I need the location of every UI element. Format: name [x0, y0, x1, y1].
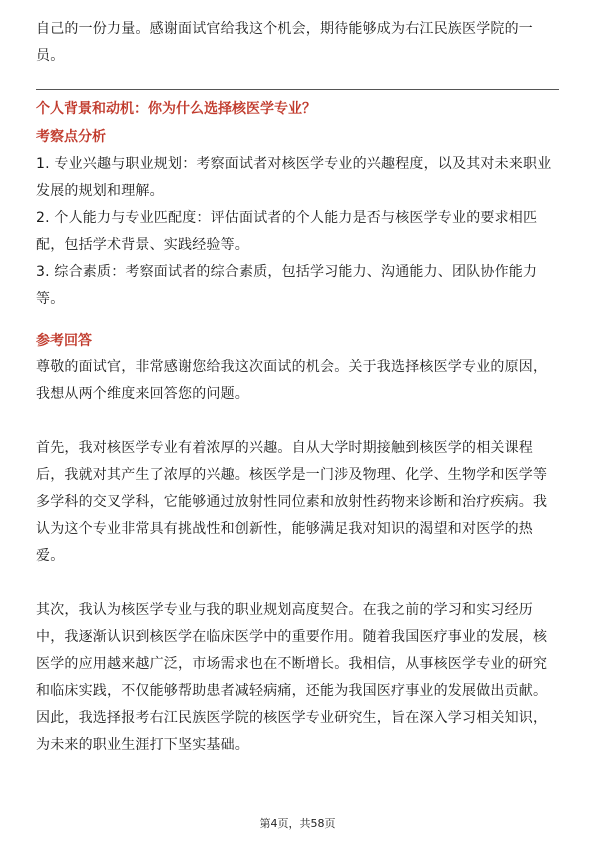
analysis-points [36, 151, 559, 313]
analysis-point: 2. 个人能力与专业匹配度：评估面试者的个人能力是否与核医学专业的要求相匹配，包括学术背景、实践经验等。 [36, 210, 538, 253]
intro-paragraph: 自己的一份力量。感谢面试官给我这个机会，期待能够成为右江民族医学院的一员。 [36, 21, 533, 64]
reference-title: 参考回答 [36, 333, 92, 349]
analysis-point: 1. 专业兴趣与职业规划：考察面试者对核医学专业的兴趣程度，以及其对未来职业发展的规划和理解。 [36, 156, 552, 199]
section-divider [36, 89, 559, 90]
answer-paragraph: 首先，我对核医学专业有着浓厚的兴趣。自从大学时期接触到核医学的相关课程后，我就对其产生了浓厚的兴趣。核医学是一门涉及物理、化学、生物学和医学等多学科的交叉学科，它能够通过放射性同位素和放射性药物来诊断和治疗疾病。我认为这个专业非常具有挑战性和创新性，能够满足我对知识的渴望和对医学的热爱。 [36, 440, 548, 564]
page-number: 第4页，共58页 [259, 817, 336, 830]
answer-paragraph: 其次，我认为核医学专业与我的职业规划高度契合。在我之前的学习和实习经历中，我逐渐认识到核医学在临床医学中的重要作用。随着我国医疗事业的发展，核医学的应用越来越广泛，市场需求也在不断增长。我相信，从事核医学专业的研究和临床实践，不仅能够帮助患者减轻病痛，还能为我国医疗事业的发展做出贡献。因此，我选择报考右江民族医学院的核医学专业研究生，旨在深入学习相关知识，为未来的职业生涯打下坚实基础。 [36, 602, 548, 753]
analysis-point: 3. 综合素质：考察面试者的综合素质，包括学习能力、沟通能力、团队协作能力等。 [36, 264, 538, 307]
question-heading: 个人背景和动机：你为什么选择核医学专业？ [36, 101, 316, 117]
reference-answer [36, 354, 559, 759]
analysis-title: 考察点分析 [36, 129, 106, 145]
answer-paragraph: 尊敬的面试官，非常感谢您给我这次面试的机会。关于我选择核医学专业的原因，我想从两个维度来回答您的问题。 [36, 359, 548, 402]
